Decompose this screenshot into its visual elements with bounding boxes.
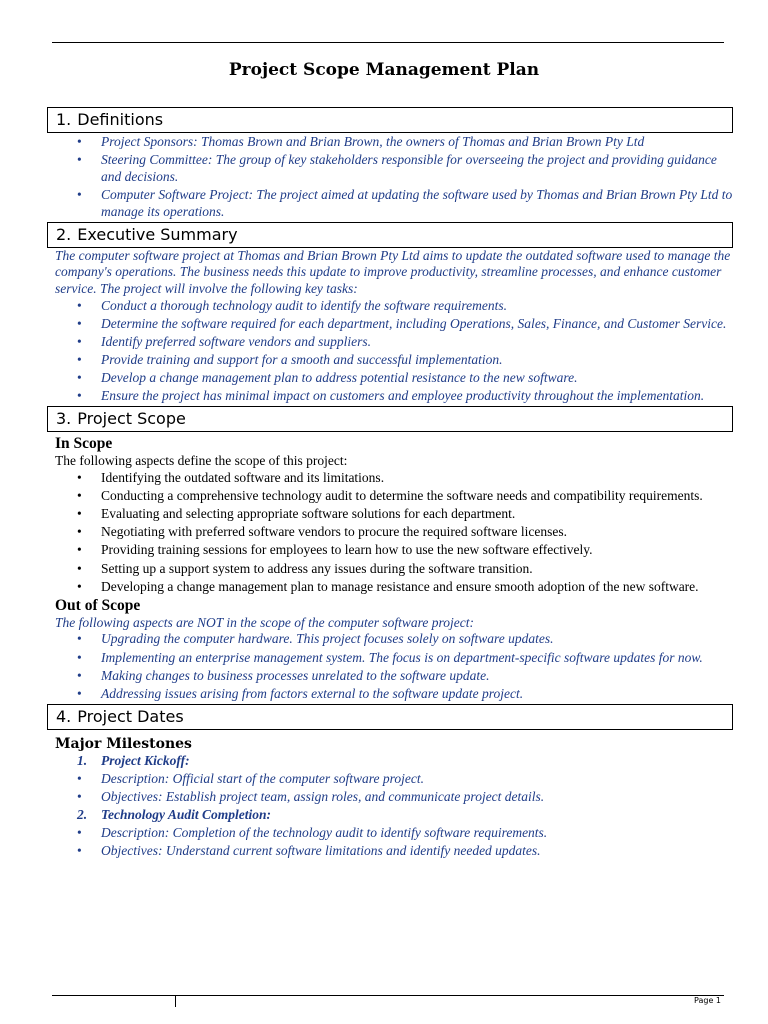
list-item: • Description: Completion of the technology audit to identify software requirements. (77, 825, 548, 841)
bullet-icon: • (77, 352, 82, 368)
section-definitions (47, 107, 733, 220)
bullet-icon: • (77, 488, 82, 504)
section-heading-text: Definitions (77, 110, 164, 129)
list-item: • Conducting a comprehensive technology audit to determine the software needs and compatibility requirements. (77, 488, 703, 504)
list-item: • Project Sponsors: Thomas Brown and Brian Brown, the owners of Thomas and Brian Brown Pty Ltd (77, 134, 645, 149)
bullet-icon: • (77, 788, 82, 804)
list-item: • Objectives: Understand current software limitations and identify needed updates. (77, 843, 541, 859)
section-heading-text: Project Scope (77, 409, 186, 429)
list-item: • Addressing issues arising from factors external to the software update project. (77, 685, 524, 701)
milestone-title: 1. Project Kickoff: (77, 752, 190, 768)
document-body (47, 107, 733, 861)
milestone-title: 2. Technology Audit Completion: (77, 807, 272, 823)
list-item: • Developing a change management plan to manage resistance and ensure smooth adoption of the new software. (77, 578, 699, 594)
section-executive-summary (47, 222, 733, 405)
list-item: • Setting up a support system to address any issues during the software transition. (77, 560, 533, 576)
list-item: • Conduct a thorough technology audit to identify the software requirements. (77, 297, 507, 313)
in-scope-heading: In Scope (55, 435, 113, 453)
section-heading-project-scope (47, 406, 733, 432)
document-title: Project Scope Management Plan (228, 60, 540, 80)
footer-rule (52, 995, 724, 996)
bullet-icon: • (77, 388, 82, 404)
list-item: • Making changes to business processes unrelated to the software update. (77, 667, 490, 683)
bullet-icon: • (77, 770, 82, 786)
executive-summary-list (47, 298, 733, 405)
list-item: • Negotiating with preferred software vendors to procure the required software licenses. (77, 524, 567, 540)
section-heading-project-dates (47, 704, 733, 730)
section-heading-executive-summary (47, 222, 733, 248)
section-heading-definitions (47, 107, 733, 133)
list-item: • Description: Official start of the computer software project. (77, 770, 424, 786)
top-rule (52, 42, 724, 43)
list-item: • Implementing an enterprise management system. The focus is on department-specific software updates for now. (77, 649, 703, 665)
section-heading-text: Project Dates (77, 706, 184, 726)
bullet-icon: • (77, 315, 82, 331)
in-scope-list (47, 470, 733, 595)
bullet-icon: • (77, 560, 82, 576)
list-item: • Providing training sessions for employees to learn how to use the new software effectively. (77, 542, 593, 558)
bullet-icon: • (77, 506, 82, 522)
list-item: • Identify preferred software vendors and suppliers. (77, 333, 371, 349)
section-number: 2. (56, 224, 72, 244)
definitions-list (47, 134, 733, 220)
section-heading-text: Executive Summary (77, 224, 238, 244)
list-item: • Determine the software required for each department, including Operations, Sales, Finance, and Customer Service. (77, 315, 727, 331)
list-item: • Computer Software Project: The project aimed at updating the software used by Thomas and Brian Brown Pty Ltd to manage its operations. (77, 186, 733, 219)
list-item: • Upgrading the computer hardware. This project focuses solely on software updates. (77, 631, 554, 647)
bullet-icon: • (77, 667, 82, 683)
bullet-icon: • (77, 134, 82, 149)
bullet-icon: • (77, 370, 82, 386)
in-scope-intro: The following aspects define the scope of this project: (55, 453, 348, 469)
section-project-scope (47, 406, 733, 702)
bullet-icon: • (77, 843, 82, 859)
bullet-icon: • (77, 649, 82, 665)
bullet-icon: • (77, 152, 82, 168)
list-item: • Evaluating and selecting appropriate software solutions for each department. (77, 506, 516, 522)
bullet-icon: • (77, 631, 82, 647)
executive-summary-intro: The computer software project at Thomas and Brian Brown Pty Ltd aims to update the outdated software used to manage the company's operations. The business needs this update to improve productivity, streamline processes, and enhance customer service. The project will involve the following key tasks: (55, 247, 731, 297)
bullet-icon: • (77, 542, 82, 558)
section-project-dates (47, 704, 733, 860)
bullet-icon: • (77, 297, 82, 313)
bullet-icon: • (77, 685, 82, 701)
bullet-icon: • (77, 524, 82, 540)
list-item: • Identifying the outdated software and its limitations. (77, 470, 385, 486)
bullet-icon: • (77, 470, 82, 486)
list-item: • Develop a change management plan to address potential resistance to the new software. (77, 370, 578, 386)
section-number: 4. (56, 706, 72, 726)
section-number: 1. (56, 110, 72, 129)
bullet-icon: • (77, 825, 82, 841)
out-of-scope-intro: The following aspects are NOT in the scope of the computer software project: (55, 614, 474, 630)
bullet-icon: • (77, 333, 82, 349)
out-of-scope-list (47, 631, 733, 702)
footer-divider (175, 995, 176, 1007)
out-of-scope-heading: Out of Scope (55, 596, 141, 614)
bullet-icon: • (77, 578, 82, 594)
bullet-icon: • (77, 186, 82, 202)
major-milestones-heading: Major Milestones (55, 735, 192, 752)
list-item: • Ensure the project has minimal impact on customers and employee productivity throughout the implementation. (77, 388, 705, 404)
section-number: 3. (56, 409, 72, 429)
page-number: Page 1 (694, 996, 721, 1005)
milestones-list (47, 753, 733, 860)
list-item: • Provide training and support for a smooth and successful implementation. (77, 352, 503, 368)
list-item: • Objectives: Establish project team, assign roles, and communicate project details. (77, 788, 545, 804)
list-item: • Steering Committee: The group of key stakeholders responsible for overseeing the project and providing guidance and decisions. (77, 152, 717, 184)
